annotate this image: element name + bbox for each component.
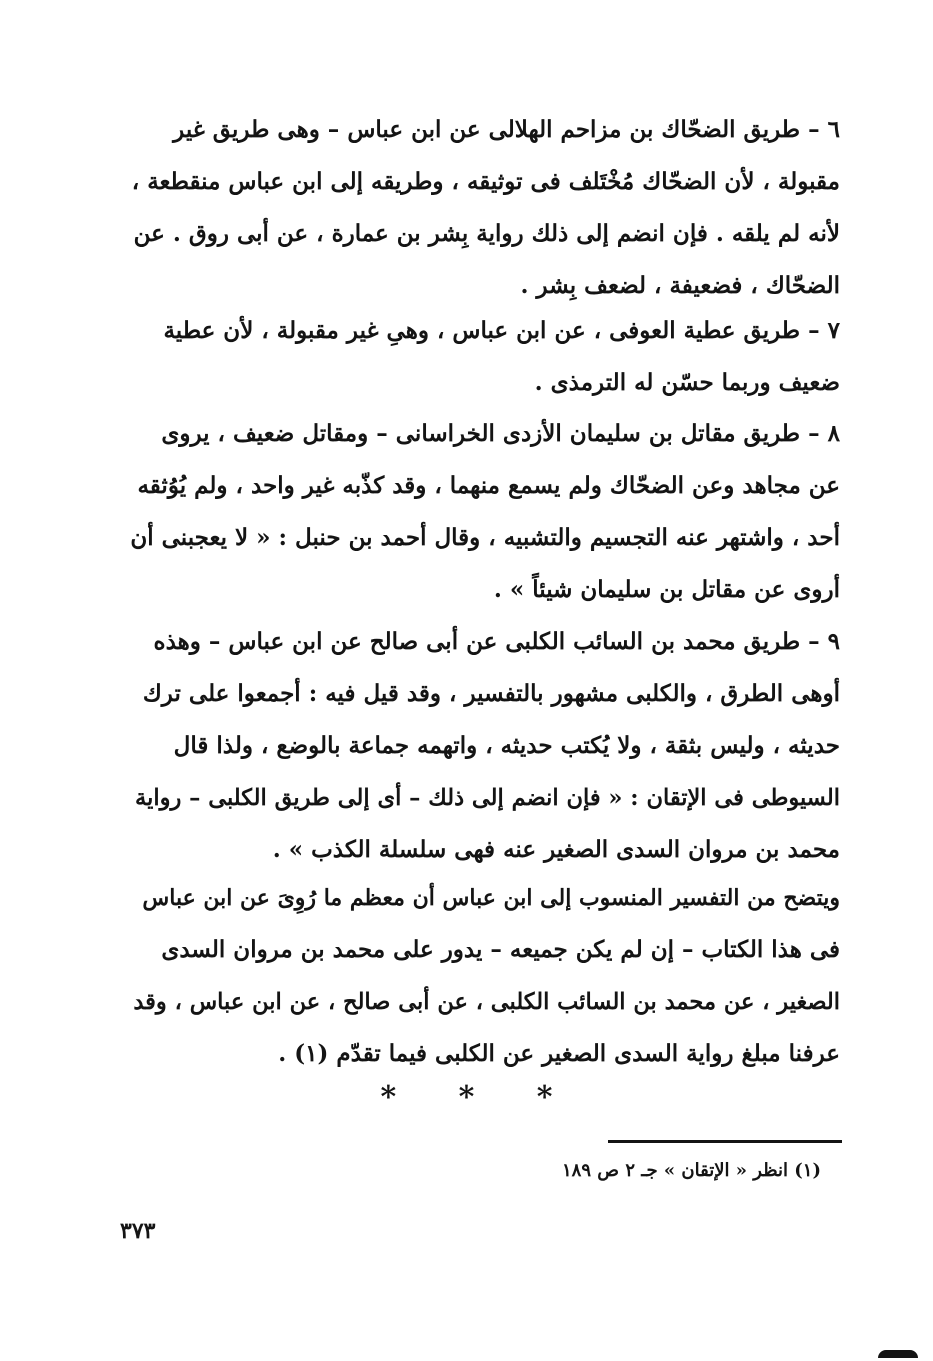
- text-line: الصغير ، عن محمد بن السائب الكلبى ، عن أبى صالح ، عن ابن عباس ، وقد: [133, 989, 840, 1015]
- text-line: لأنه لم يلقه . فإن انضم إلى ذلك رواية بِشر بن عمارة ، عن أبى روق . عن: [133, 220, 840, 247]
- text-line: محمد بن مروان السدى الصغير عنه فهى سلسلة الكذب » .: [272, 836, 840, 863]
- text-line: الضحّاك ، فضعيفة ، لضعف بِشر .: [520, 272, 840, 299]
- text-line: أوهى الطرق ، والكلبى مشهور بالتفسير ، وقد قيل فيه : أجمعوا على ترك: [142, 680, 840, 707]
- paragraph-conclusion: [128, 872, 840, 1080]
- text-line: ضعيف وربما حسّن له الترمذى .: [534, 369, 840, 396]
- scan-edge-mark: [878, 1350, 918, 1358]
- asterisk: *: [380, 1080, 397, 1115]
- text-line: ٨ – طريق مقاتل بن سليمان الأزدى الخراسانى – ومقاتل ضعيف ، يروى: [161, 420, 840, 447]
- text-line: حديثه ، وليس بثقة ، ولا يُكتب حديثه ، واتهمه جماعة بالوضع ، ولذا قال: [173, 732, 840, 759]
- page-number: ٣٧٣: [120, 1218, 156, 1244]
- paragraph-9: [128, 616, 840, 876]
- paragraph-6: [128, 104, 840, 312]
- section-separator: [0, 1080, 933, 1115]
- paragraph-8: [128, 408, 840, 616]
- text-line: أحد ، واشتهر عنه التجسيم والتشبيه ، وقال أحمد بن حنبل : « لا يعجبنى أن: [130, 524, 840, 551]
- text-line: ٩ – طريق محمد بن السائب الكلبى عن أبى صالح عن ابن عباس – وهذه: [153, 628, 840, 655]
- text-line: السيوطى فى الإتقان : « فإن انضم إلى ذلك – أى إلى طريق الكلبى – رواية: [135, 785, 840, 811]
- asterisk: *: [536, 1080, 553, 1115]
- asterisk: *: [458, 1080, 475, 1115]
- text-line: ويتضح من التفسير المنسوب إلى ابن عباس أن معظم ما رُوِىَ عن ابن عباس: [142, 885, 840, 911]
- text-line: ٧ – طريق عطية العوفى ، عن ابن عباس ، وهىِ غير مقبولة ، لأن عطية: [163, 317, 840, 344]
- footnote-divider: [608, 1140, 842, 1143]
- text-line: فى هذا الكتاب – إن لم يكن جميعه – يدور على محمد بن مروان السدى: [161, 936, 840, 963]
- text-line: مقبولة ، لأن الضحّاك مُخْتَلف فى توثيقه ، وطريقه إلى ابن عباس منقطعة ،: [131, 168, 840, 195]
- text-line: عرفنا مبلغ رواية السدى الصغير عن الكلبى فيما تقدّم (١) .: [278, 1040, 840, 1067]
- text-line: ٦ – طريق الضحّاك بن مزاحم الهلالى عن ابن عباس – وهى طريق غير: [173, 116, 840, 143]
- text-line: أروى عن مقاتل بن سليمان شيئاً » .: [493, 576, 840, 603]
- paragraph-7: [128, 305, 840, 409]
- text-line: عن مجاهد وعن الضحّاك ولم يسمع منهما ، وقد كذّبه غير واحد ، ولم يُوُثقه: [137, 472, 840, 499]
- footnote: (١) انظر « الإتقان » جـ ٢ ص ١٨٩: [562, 1160, 821, 1181]
